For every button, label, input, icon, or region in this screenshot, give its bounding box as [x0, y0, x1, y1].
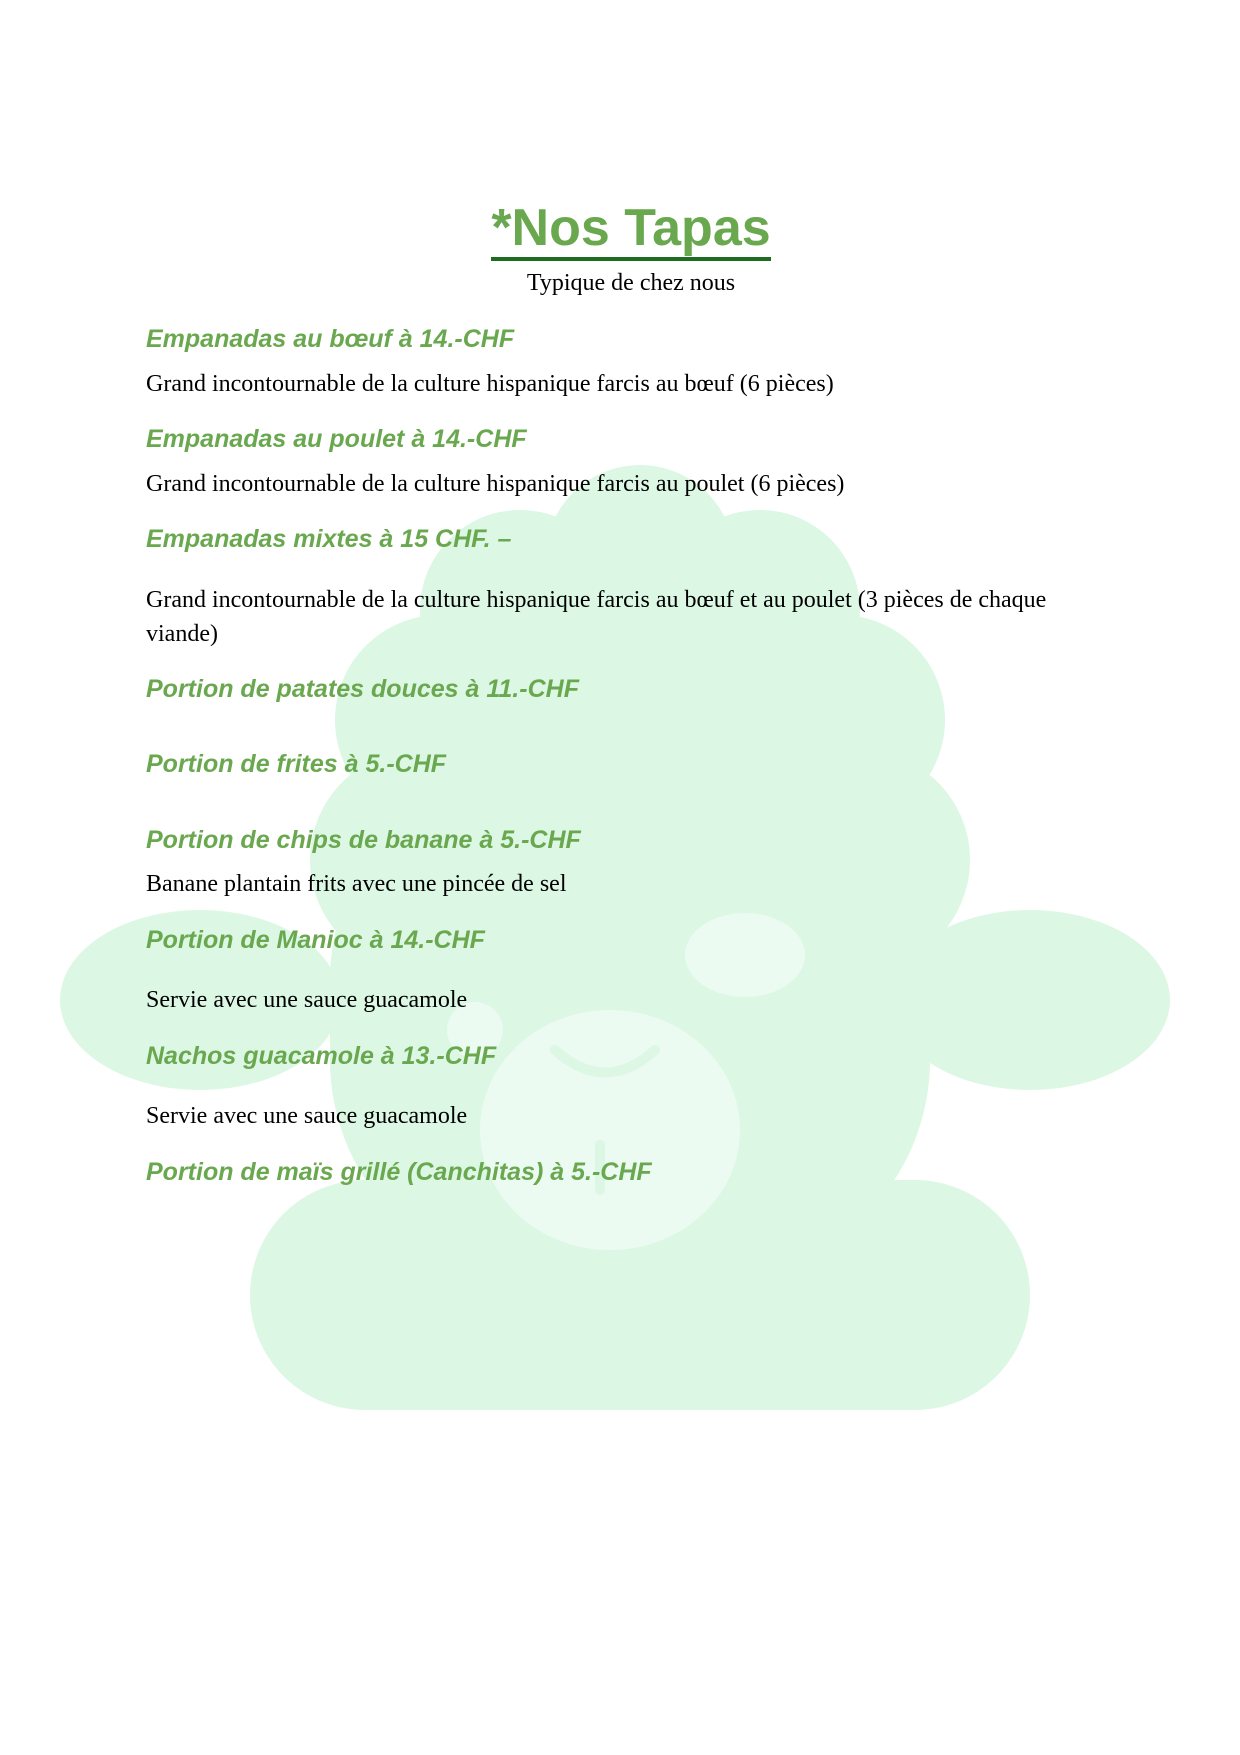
- menu-item-name: Empanadas mixtes à 15 CHF. –: [146, 525, 512, 553]
- menu-item-name: Portion de chips de banane à 5.-CHF: [146, 826, 581, 854]
- menu-item-name: Empanadas au bœuf à 14.-CHF: [146, 325, 515, 353]
- menu-item-description: Grand incontournable de la culture hispanique farcis au poulet (6 pièces): [146, 471, 845, 497]
- page-title: [0, 196, 1240, 261]
- menu-item-name: Empanadas au poulet à 14.-CHF: [146, 425, 527, 453]
- menu-item-name: Nachos guacamole à 13.-CHF: [146, 1042, 497, 1070]
- page-title-text: *Nos Tapas: [491, 199, 770, 261]
- menu-item-name: Portion de frites à 5.-CHF: [146, 750, 447, 778]
- menu-item-name: Portion de maïs grillé (Canchitas) à 5.-CHF: [146, 1158, 652, 1186]
- menu-item-description: Servie avec une sauce guacamole: [146, 987, 468, 1013]
- menu-item-description: Grand incontournable de la culture hispanique farcis au bœuf (6 pièces): [146, 371, 834, 397]
- page-subtitle: Typique de chez nous: [526, 270, 736, 296]
- menu-item-description: Servie avec une sauce guacamole: [146, 1103, 468, 1129]
- menu-item-description: Grand incontournable de la culture hispanique farcis au bœuf et au poulet (3 pièces de chaque viande): [146, 587, 1047, 647]
- menu-item-name: Portion de patates douces à 11.-CHF: [146, 675, 579, 703]
- menu-item-name: Portion de Manioc à 14.-CHF: [146, 926, 485, 954]
- menu-item-description: Banane plantain frits avec une pincée de sel: [146, 871, 567, 897]
